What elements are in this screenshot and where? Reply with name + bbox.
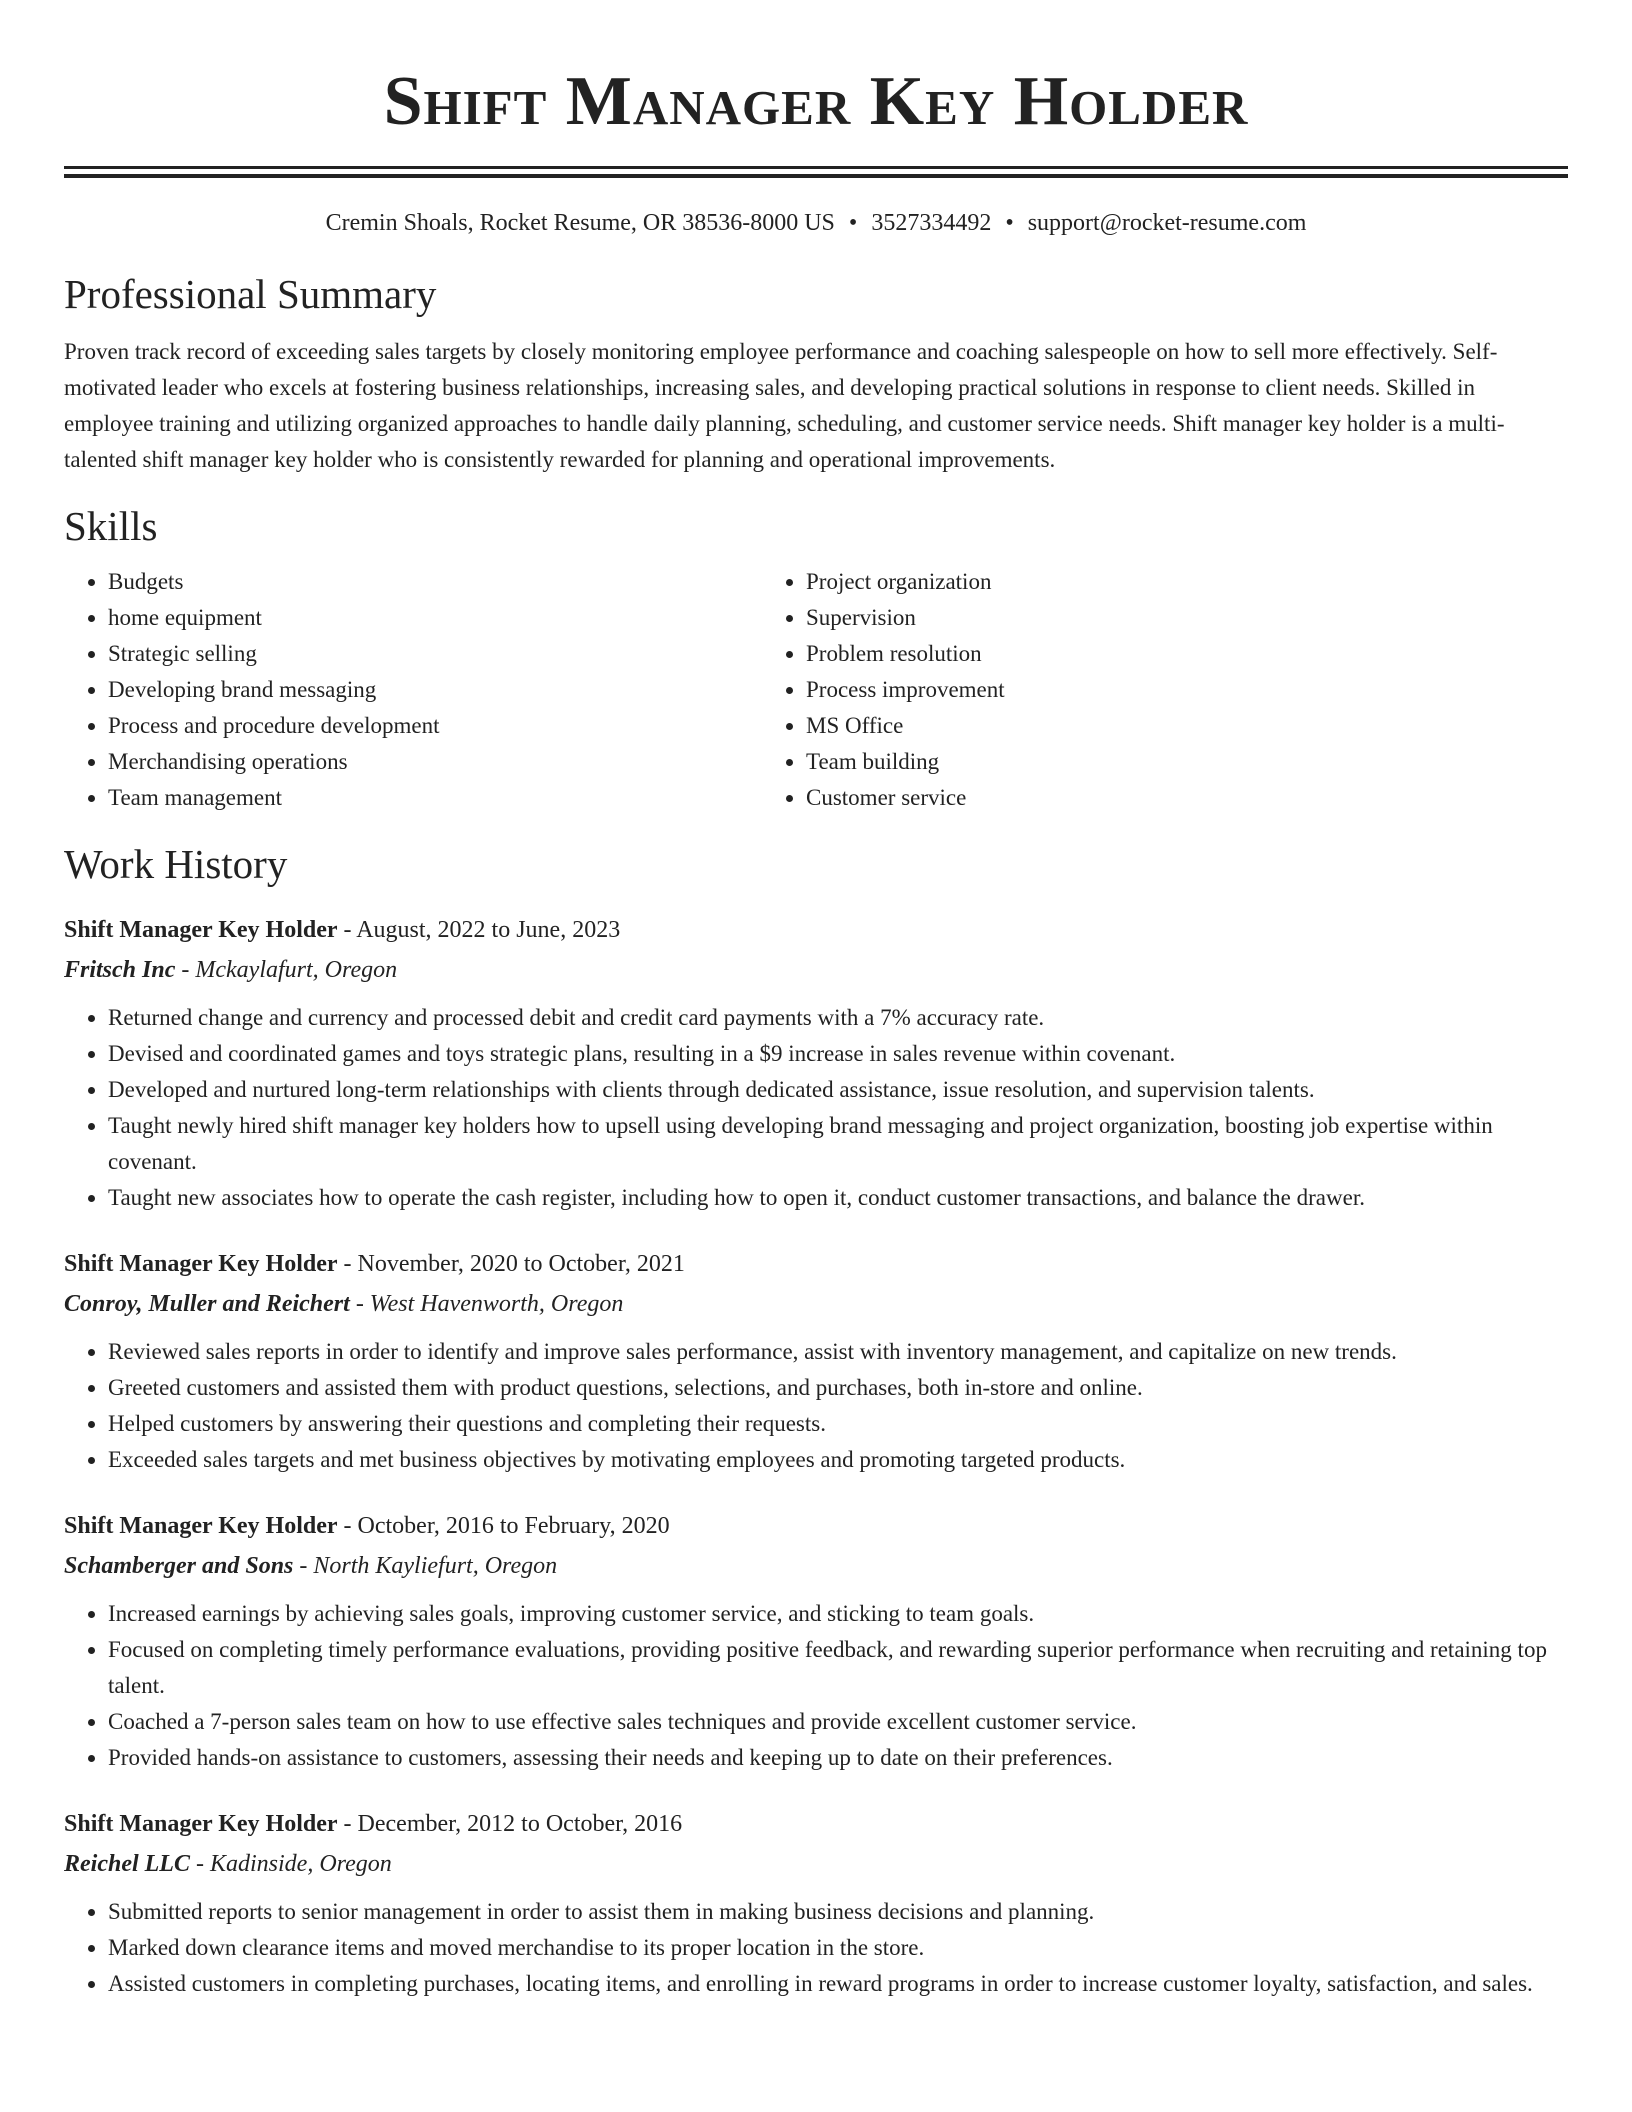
job-dates: - December, 2012 to October, 2016 — [337, 1811, 683, 1837]
job-bullets — [64, 1000, 1568, 1216]
skill-item: • Merchandising operations — [108, 744, 762, 780]
summary-heading: Professional Summary — [64, 271, 437, 317]
header-divider-top — [64, 166, 1568, 169]
contact-email: support@rocket-resume.com — [1027, 210, 1307, 236]
skill-item: • Process and procedure development — [108, 708, 762, 744]
work-history-heading: Work History — [64, 841, 288, 887]
skill-item: • home equipment — [108, 600, 762, 636]
skill-item: • Team building — [806, 744, 1568, 780]
skills-column-left — [64, 564, 762, 816]
summary-text: Proven track record of exceeding sales targets by closely monitoring employee performance and coaching salespeople on how to sell more effectively. Self-motivated leader who excels at fostering business relationships, increasing sales, and developing practical solutions in response to client needs. Skilled in employee training and utilizing organized approaches to handle daily planning, scheduling, and customer service needs. Shift manager key holder is a multi-talented shift manager key holder who is consistently rewarded for planning and operational improvements. — [64, 339, 1505, 472]
job-employer — [64, 1844, 1568, 1884]
resume-name-title: Shift Manager Key Holder — [383, 63, 1249, 140]
job-dates: - October, 2016 to February, 2020 — [337, 1513, 670, 1539]
skill-item: • Developing brand messaging — [108, 672, 762, 708]
job-location: - Kadinside, Oregon — [189, 1851, 392, 1877]
job-entry — [64, 1506, 1568, 1776]
job-role: Shift Manager Key Holder — [64, 917, 338, 943]
job-location: - North Kayliefurt, Oregon — [293, 1553, 558, 1579]
job-bullet: • Reviewed sales reports in order to identify and improve sales performance, assist with inventory management, and capitalize on new trends. — [108, 1334, 1568, 1370]
skill-item: • Supervision — [806, 600, 1568, 636]
job-bullet: • Greeted customers and assisted them with product questions, selections, and purchases, both in-store and online. — [108, 1370, 1568, 1406]
job-bullet: • Returned change and currency and processed debit and credit card payments with a 7% accuracy rate. — [108, 1000, 1568, 1036]
job-role: Shift Manager Key Holder — [64, 1811, 338, 1837]
job-heading — [64, 1804, 1568, 1844]
job-bullets — [64, 1334, 1568, 1478]
contact-separator: • — [848, 210, 858, 236]
resume-page — [64, 0, 1568, 2002]
job-employer — [64, 950, 1568, 990]
skills-list — [64, 564, 1568, 816]
job-bullet: • Assisted customers in completing purchases, locating items, and enrolling in reward programs in order to increase customer loyalty, satisfaction, and sales. — [108, 1966, 1568, 2002]
job-bullet: • Taught new associates how to operate the cash register, including how to open it, conduct customer transactions, and balance the drawer. — [108, 1180, 1568, 1216]
job-company: Reichel LLC — [64, 1851, 190, 1877]
skill-item: • Strategic selling — [108, 636, 762, 672]
contact-phone: 3527334492 — [871, 210, 992, 236]
job-bullet: • Developed and nurtured long-term relationships with clients through dedicated assistance, issue resolution, and supervision talents. — [108, 1072, 1568, 1108]
job-entry — [64, 1804, 1568, 2002]
job-heading — [64, 1506, 1568, 1546]
skill-item: • Process improvement — [806, 672, 1568, 708]
contact-line — [64, 208, 1568, 238]
job-entry — [64, 1244, 1568, 1478]
job-bullet: • Helped customers by answering their questions and completing their requests. — [108, 1406, 1568, 1442]
job-bullet: • Marked down clearance items and moved merchandise to its proper location in the store. — [108, 1930, 1568, 1966]
job-company: Fritsch Inc — [64, 957, 176, 983]
job-dates: - November, 2020 to October, 2021 — [337, 1251, 685, 1277]
contact-address: Cremin Shoals, Rocket Resume, OR 38536-8000 US — [325, 210, 835, 236]
skill-item: • MS Office — [806, 708, 1568, 744]
job-bullet: • Focused on completing timely performance evaluations, providing positive feedback, and rewarding superior performance when recruiting and retaining top talent. — [108, 1632, 1568, 1704]
job-location: - Mckaylafurt, Oregon — [175, 957, 398, 983]
skill-item: • Problem resolution — [806, 636, 1568, 672]
job-bullet: • Provided hands-on assistance to customers, assessing their needs and keeping up to date on their preferences. — [108, 1740, 1568, 1776]
header-divider-bottom — [64, 174, 1568, 178]
job-bullet: • Submitted reports to senior management in order to assist them in making business decisions and planning. — [108, 1894, 1568, 1930]
job-bullets — [64, 1894, 1568, 2002]
job-role: Shift Manager Key Holder — [64, 1251, 338, 1277]
job-employer — [64, 1546, 1568, 1586]
contact-separator: • — [1005, 210, 1014, 236]
job-location: - West Havenworth, Oregon — [349, 1291, 624, 1317]
skills-column-right — [762, 564, 1568, 816]
skill-item: • Team management — [108, 780, 762, 816]
job-bullet: • Coached a 7-person sales team on how to use effective sales techniques and provide excellent customer service. — [108, 1704, 1568, 1740]
job-heading — [64, 910, 1568, 950]
job-company: Schamberger and Sons — [64, 1553, 294, 1579]
job-role: Shift Manager Key Holder — [64, 1513, 338, 1539]
job-bullet: • Taught newly hired shift manager key holders how to upsell using developing brand messaging and project organization, boosting job expertise within covenant. — [108, 1108, 1568, 1180]
job-heading — [64, 1244, 1568, 1284]
skill-item: • Budgets — [108, 564, 762, 600]
job-employer — [64, 1284, 1568, 1324]
job-company: Conroy, Muller and Reichert — [64, 1291, 350, 1317]
skill-item: • Project organization — [806, 564, 1568, 600]
job-entry — [64, 910, 1568, 1216]
job-bullets — [64, 1596, 1568, 1776]
job-bullet: • Increased earnings by achieving sales goals, improving customer service, and sticking to team goals. — [108, 1596, 1568, 1632]
skill-item: • Customer service — [806, 780, 1568, 816]
skills-heading: Skills — [64, 503, 158, 549]
job-dates: - August, 2022 to June, 2023 — [337, 917, 621, 943]
job-bullet: • Exceeded sales targets and met business objectives by motivating employees and promoting targeted products. — [108, 1442, 1568, 1478]
job-bullet: • Devised and coordinated games and toys strategic plans, resulting in a $9 increase in sales revenue within covenant. — [108, 1036, 1568, 1072]
